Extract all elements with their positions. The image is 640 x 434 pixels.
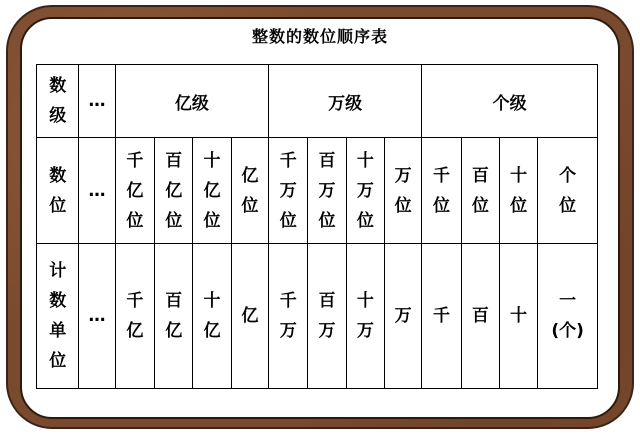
place-ellipsis-cell: …	[79, 138, 115, 244]
place-cell: 千 亿 位	[115, 138, 154, 244]
place-label-cell: 数 位	[37, 138, 79, 244]
level-ellipsis-cell: …	[79, 65, 115, 138]
level-row	[37, 65, 598, 138]
place-cell: 千 万 位	[269, 138, 308, 244]
place-row	[37, 138, 598, 244]
place-cell: 十 位	[500, 138, 538, 244]
unit-cell: 亿	[231, 244, 268, 389]
unit-cell: 十 亿	[193, 244, 231, 389]
unit-row	[37, 244, 598, 389]
group-yi: 亿级	[115, 65, 268, 138]
page-title: 整数的数位顺序表	[251, 27, 388, 46]
level-label-cell: 数 级	[37, 65, 79, 138]
unit-cell: 十 万	[346, 244, 384, 389]
place-cell: 百 位	[461, 138, 499, 244]
place-cell: 万 位	[385, 138, 422, 244]
place-cell: 十 万 位	[346, 138, 384, 244]
unit-cell: 一 (个)	[538, 244, 598, 389]
unit-label-cell: 计 数 单 位	[37, 244, 79, 389]
group-ge: 个级	[422, 65, 598, 138]
place-cell: 十 亿 位	[193, 138, 231, 244]
unit-cell: 万	[385, 244, 422, 389]
unit-ellipsis-cell: …	[79, 244, 115, 389]
unit-cell: 千	[422, 244, 461, 389]
place-cell: 个 位	[538, 138, 598, 244]
unit-cell: 千 万	[269, 244, 308, 389]
place-cell: 亿 位	[231, 138, 268, 244]
group-wan: 万级	[269, 65, 422, 138]
place-value-table	[36, 64, 598, 389]
unit-cell: 十	[500, 244, 538, 389]
unit-cell: 百 亿	[155, 244, 193, 389]
unit-cell: 百	[461, 244, 499, 389]
place-cell: 百 万 位	[308, 138, 346, 244]
place-cell: 百 亿 位	[155, 138, 193, 244]
unit-cell: 千 亿	[115, 244, 154, 389]
unit-cell: 百 万	[308, 244, 346, 389]
place-cell: 千 位	[422, 138, 461, 244]
